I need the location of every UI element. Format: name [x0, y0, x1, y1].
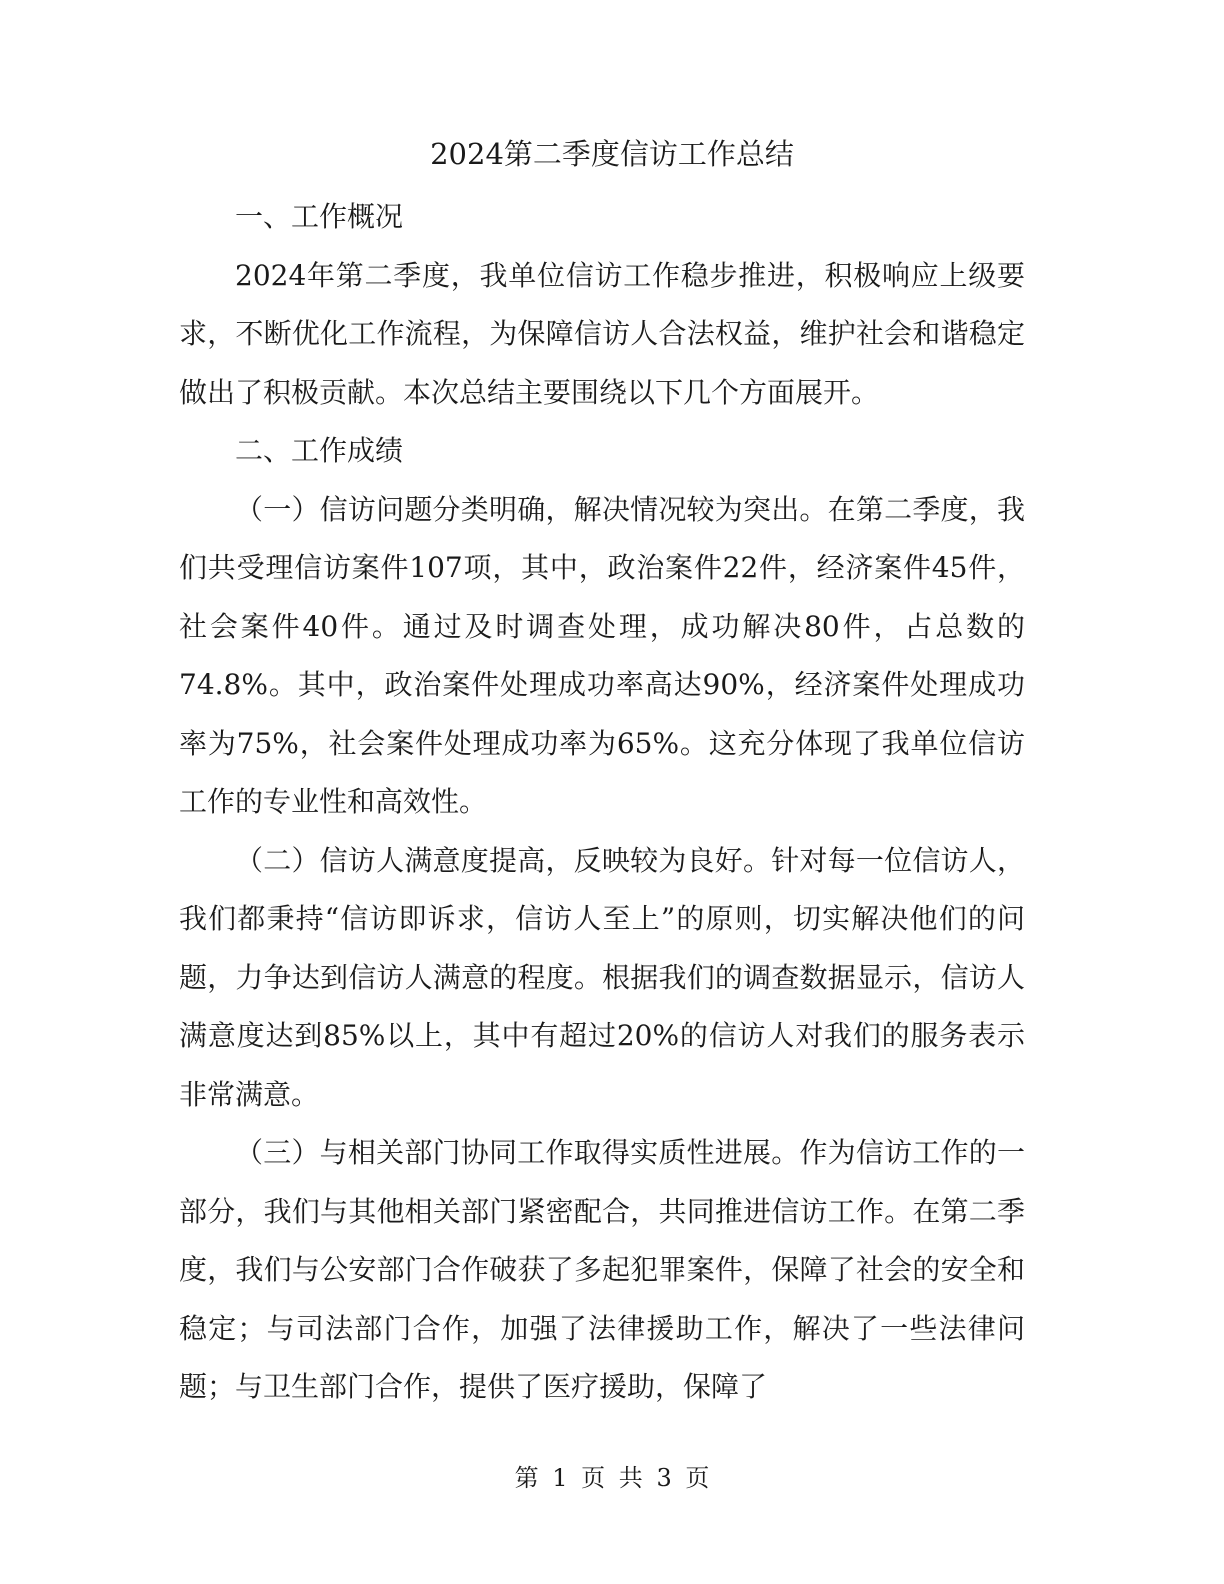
document-title: 2024第二季度信访工作总结 — [430, 137, 794, 171]
paragraph-achievement-1: （一）信访问题分类明确，解决情况较为突出。在第二季度，我们共受理信访案件107项，其中，政治案件22件，经济案件45件，社会案件40件。通过及时调查处理，成功解决80件，占总数的74.8%。其中，政治案件处理成功率高达90%，经济案件处理成功率为75%，社会案件处理成功率为65%。这充分体现了我单位信访工作的专业性和高效性。 — [179, 492, 1025, 818]
paragraph-achievement-2: （二）信访人满意度提高，反映较为良好。针对每一位信访人，我们都秉持“信访即诉求，信访人至上”的原则，切实解决他们的问题，力争达到信访人满意的程度。根据我们的调查数据显示，信访人满意度达到85%以上，其中有超过20%的信访人对我们的服务表示非常满意。 — [179, 843, 1025, 1111]
section-heading-achievements: 二、工作成绩 — [235, 434, 404, 467]
page-footer: 第 1 页 共 3 页 — [514, 1464, 710, 1492]
document-body — [179, 188, 1025, 1417]
paragraph-overview: 2024年第二季度，我单位信访工作稳步推进，积极响应上级要求，不断优化工作流程，为保障信访人合法权益，维护社会和谐稳定做出了积极贡献。本次总结主要围绕以下几个方面展开。 — [179, 258, 1025, 409]
section-heading-overview: 一、工作概况 — [235, 200, 404, 233]
paragraph-achievement-3: （三）与相关部门协同工作取得实质性进展。作为信访工作的一部分，我们与其他相关部门紧密配合，共同推进信访工作。在第二季度，我们与公安部门合作破获了多起犯罪案件，保障了社会的安全和稳定；与司法部门合作，加强了法律援助工作，解决了一些法律问题；与卫生部门合作，提供了医疗援助，保障了 — [179, 1136, 1025, 1403]
